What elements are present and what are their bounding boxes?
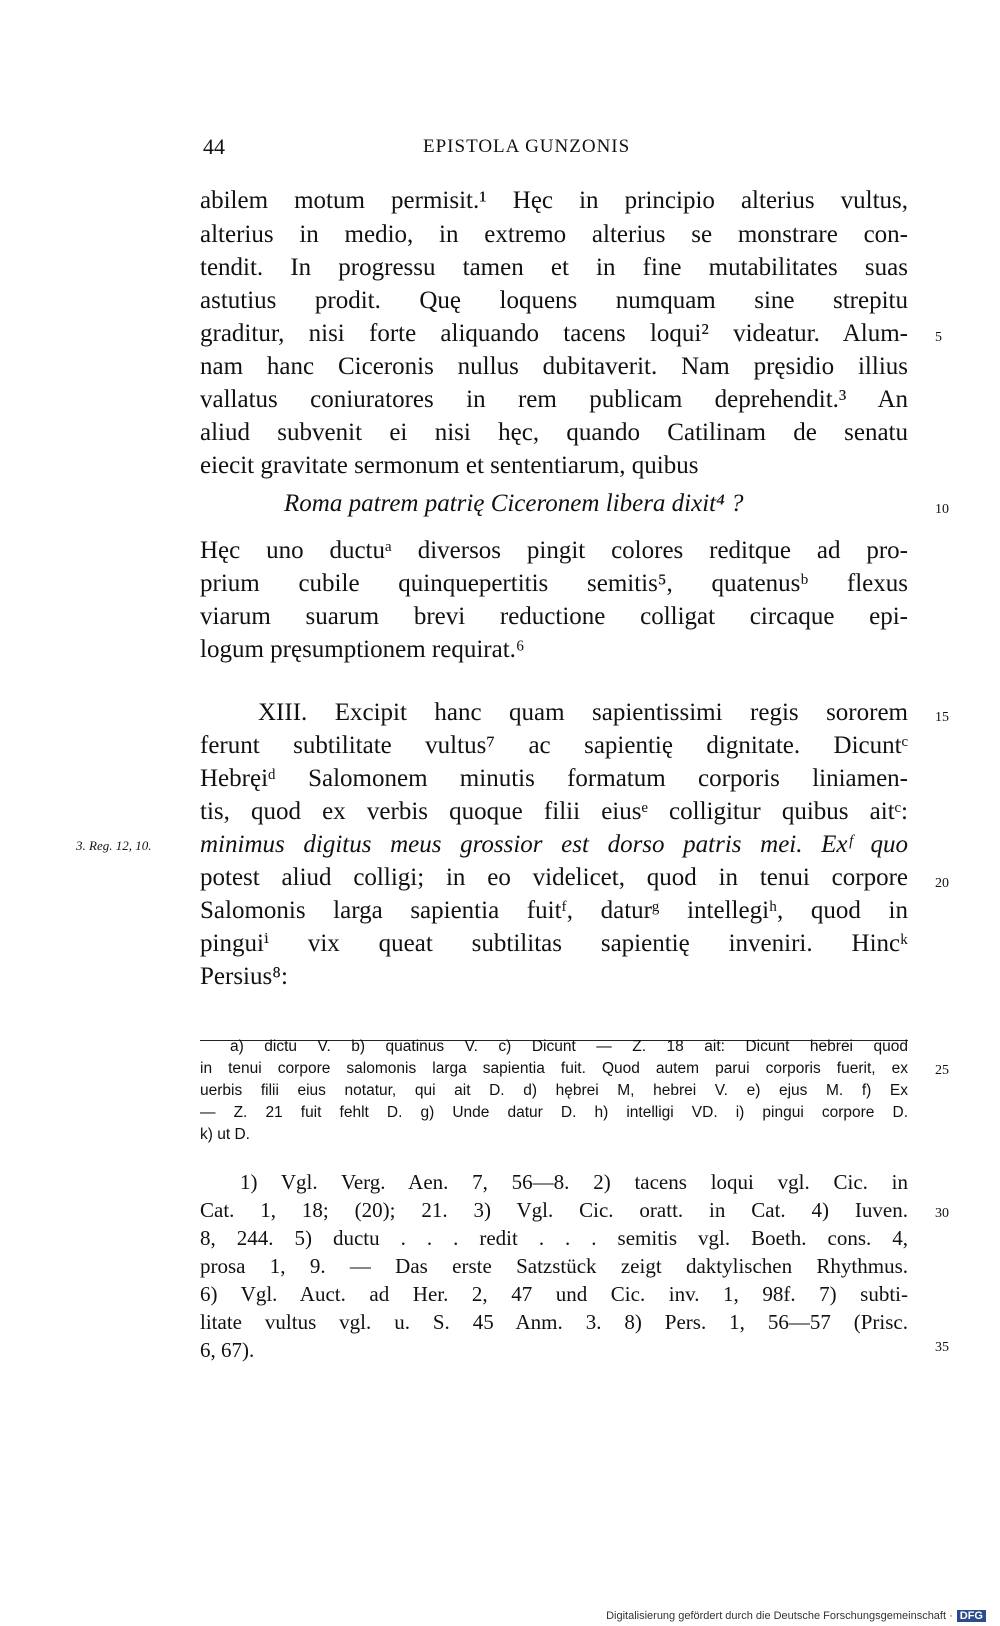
line-number: 30 (935, 1206, 949, 1221)
note-line: 6) Vgl. Auct. ad Her. 2, 47 und Cic. inv. 1, 98f. 7) subti- (200, 1282, 908, 1306)
note-line: litate vultus vgl. u. S. 45 Anm. 3. 8) Pers. 1, 56—57 (Prisc. (200, 1310, 908, 1334)
apparatus-line: — Z. 21 fuit fehlt D. g) Unde datur D. h) intelligi VD. i) pingui corpore D. (200, 1104, 908, 1121)
digitization-credit (606, 1610, 986, 1622)
text-line: graditur, nisi forte aliquando tacens loqui² videatur. Alum- (200, 320, 908, 347)
text-line: Hebręiᵈ Salomonem minutis formatum corporis liniamen- (200, 765, 908, 792)
text-line: logum pręsumptionem requirat.⁶ (200, 636, 525, 663)
text-line: tis, quod ex verbis quoque filii eiusᵉ colligitur quibus aitᶜ: (200, 798, 908, 825)
text-line: tendit. In progressu tamen et in fine mutabilitates suas (200, 254, 908, 281)
section-heading-line: XIII. Excipit hanc quam sapientissimi regis sororem (258, 699, 908, 726)
apparatus-line: k) ut D. (200, 1126, 250, 1143)
text-line: Hęc uno ductuᵃ diversos pingit colores reditque ad pro- (200, 537, 908, 564)
page-number: 44 (203, 134, 225, 159)
side-reference: 3. Reg. 12, 10. (76, 838, 152, 853)
text-line: astutius prodit. Quę loquens numquam sine strepitu (200, 287, 908, 314)
text-line: ferunt subtilitate vultus⁷ ac sapientię dignitate. Dicuntᶜ (200, 732, 908, 759)
text-line: abilem motum permisit.¹ Hęc in principio alterius vultus, (200, 187, 908, 214)
apparatus-line: in tenui corpore salomonis larga sapientia fuit. Quod autem parui corporis fuerit, ex (200, 1060, 908, 1077)
line-number: 20 (935, 876, 949, 891)
text-line: aliud subvenit ei nisi hęc, quando Catilinam de senatu (200, 419, 908, 446)
line-number: 10 (935, 502, 949, 517)
text-line: minimus digitus meus grossior est dorso patris mei. Exᶠ quo (200, 831, 908, 858)
verse-quotation: Roma patrem patrię Ciceronem libera dixit⁴ ? (284, 490, 744, 517)
text-line: alterius in medio, in extremo alterius se monstrare con- (200, 221, 908, 248)
dfg-logo: DFG (957, 1610, 986, 1622)
text-line: viarum suarum brevi reductione colligat circaque epi- (200, 603, 908, 630)
apparatus-line: a) dictu V. b) quatinus V. c) Dicunt — Z. 18 ait: Dicunt hebrei quod (230, 1038, 908, 1055)
running-title: EPISTOLA GUNZONIS (423, 136, 631, 157)
line-number: 5 (935, 330, 942, 345)
text-line: nam hanc Ciceronis nullus dubitaverit. Nam pręsidio illius (200, 353, 908, 380)
text-line: eiecit gravitate sermonum et sententiarum, quibus (200, 452, 699, 479)
text-line: Salomonis larga sapientia fuitᶠ, daturᵍ intellegiʰ, quod in (200, 897, 908, 924)
note-line: 8, 244. 5) ductu . . . redit . . . semitis vgl. Boeth. cons. 4, (200, 1226, 908, 1250)
note-line: Cat. 1, 18; (20); 21. 3) Vgl. Cic. oratt. in Cat. 4) Iuven. (200, 1198, 908, 1222)
text-line: prium cubile quinquepertitis semitis⁵, quatenusᵇ flexus (200, 570, 908, 597)
text-line: potest aliud colligi; in eo videlicet, quod in tenui corpore (200, 864, 908, 891)
credit-text: Digitalisierung gefördert durch die Deutsche Forschungsgemeinschaft · (606, 1610, 953, 1622)
apparatus-line: uerbis filii eius notatur, qui ait D. d) hębrei M, hebrei V. e) ejus M. f) Ex (200, 1082, 908, 1099)
text-line: Persius⁸: (200, 963, 288, 990)
text-line: pinguiⁱ vix queat subtilitas sapientię inveniri. Hincᵏ (200, 930, 908, 957)
text-line: vallatus coniuratores in rem publicam deprehendit.³ An (200, 386, 908, 413)
note-line: prosa 1, 9. — Das erste Satzstück zeigt daktylischen Rhythmus. (200, 1254, 908, 1278)
line-number: 25 (935, 1063, 949, 1078)
line-number: 35 (935, 1340, 949, 1355)
note-line: 6, 67). (200, 1338, 255, 1362)
line-number: 15 (935, 710, 949, 725)
note-line: 1) Vgl. Verg. Aen. 7, 56—8. 2) tacens loqui vgl. Cic. in (240, 1170, 908, 1194)
